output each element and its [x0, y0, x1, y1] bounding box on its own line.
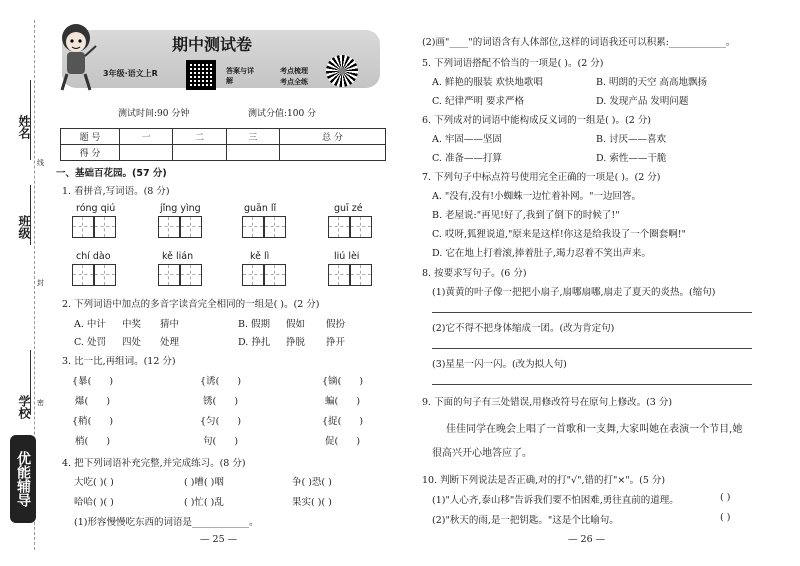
page-title: 期中测试卷 [172, 35, 253, 54]
option-c-word: 处理 [160, 337, 180, 348]
exam-score: 测试分值:100 分 [248, 109, 317, 119]
mascot-image [52, 20, 98, 94]
idiom-blank[interactable]: 哈哈( )( ) [74, 497, 114, 508]
section-title: 一、基础百花园。(57 分) [56, 168, 167, 179]
option-a[interactable]: A. 鲜艳的服装 欢快地歌唱 [432, 77, 543, 88]
option-d-word: 挣开 [326, 337, 346, 348]
pinyin-label: liú lèi [334, 251, 360, 262]
class-label: 班级 [17, 215, 31, 239]
compare-char: 捉 [328, 416, 338, 427]
score-header: 总 分 [279, 129, 385, 145]
compare-char: 镝 [328, 376, 338, 387]
question-2: 2. 下列词语中加点的多音字读音完全相同的一组是( )。(2 分) [62, 299, 320, 310]
qr-code-icon[interactable] [186, 60, 216, 90]
question-10: 10. 判断下列说法是否正确,对的打"√",错的打"×"。(5 分) [422, 475, 666, 486]
pinyin-label: róng qiú [76, 203, 116, 214]
seal-secret-mark: 密 [37, 399, 44, 407]
sub-question: (1)形容慢慢吃东西的词语是____________。 [74, 517, 259, 528]
score-header: 题 号 [61, 129, 120, 145]
compare-char: 梢 [75, 436, 85, 447]
class-underline [30, 185, 31, 245]
grade-label: 3年级·语文上R [103, 69, 158, 78]
page-number: — 25 — [200, 534, 238, 545]
writing-grid[interactable] [328, 216, 372, 241]
exam-time: 测试时间:90 分钟 [118, 109, 190, 119]
option-b[interactable]: B. 明朗的天空 高高地飘扬 [596, 77, 708, 88]
passage-line: 很高兴开心地答应了。 [432, 448, 532, 459]
option-b-word: 假扮 [326, 319, 346, 330]
score-table [60, 128, 386, 161]
pinyin-label: guān lǐ [244, 203, 277, 214]
pinyin-label: kě lián [162, 251, 194, 262]
name-label: 姓名 [17, 115, 31, 139]
score-cell[interactable] [173, 145, 226, 161]
option-b[interactable]: B. 老屋说:"再见!好了,我到了倒下的时候了!" [432, 210, 620, 221]
compare-char: 锈 [203, 396, 213, 407]
judge-answer[interactable]: ( ) [720, 512, 731, 523]
option-a-word: 中奖 [122, 319, 142, 330]
score-row-label: 得 分 [61, 145, 120, 161]
seal-mark: 封 [37, 279, 44, 287]
name-underline [30, 80, 31, 160]
option-b[interactable]: B. 假期 [238, 319, 271, 330]
score-header: 二 [173, 129, 226, 145]
question-1: 1. 看拼音,写词语。(8 分) [62, 186, 170, 197]
idiom-blank[interactable]: ( )嘈( )咽 [184, 477, 224, 488]
option-d-word: 挣脱 [286, 337, 306, 348]
compare-char: 蝙 [325, 396, 335, 407]
answer-line[interactable] [432, 348, 752, 349]
sub-question: (2)画"____"的词语含有人体部位,这样的词语我还可以积累:____________。 [422, 37, 736, 48]
option-a[interactable]: A. 牢固——坚固 [432, 134, 502, 145]
writing-grid[interactable] [328, 264, 372, 289]
writing-grid[interactable] [72, 264, 116, 289]
option-d[interactable]: D. 索性——干脆 [596, 153, 667, 164]
sentence-task: (3)星星一闪一闪。(改为拟人句) [432, 359, 567, 370]
writing-grid[interactable] [158, 216, 202, 241]
option-d[interactable]: D. 挣扎 [238, 337, 271, 348]
char-pair: {镝( ) 蝙( ) {捉( ) 促( ) [322, 376, 364, 447]
compare-char: 匀 [206, 416, 216, 427]
writing-grid[interactable] [72, 216, 116, 241]
school-label: 学校 [17, 395, 31, 419]
char-pair: {暴( ) 爆( ) {稍( ) 梢( ) [72, 376, 114, 447]
compare-char: 稍 [78, 416, 88, 427]
idiom-blank[interactable]: ( )忙( )乱 [184, 497, 224, 508]
answer-label: 答案与详解 [226, 67, 254, 85]
judge-statement: (2)"秋天的雨,是一把钥匙。"这是个比喻句。 [432, 515, 619, 526]
writing-grid[interactable] [242, 264, 286, 289]
sentence-task: (1)黄黄的叶子像一把把小扇子,扇哪扇哪,扇走了夏天的炎热。(缩句) [432, 287, 716, 298]
writing-grid[interactable] [158, 264, 202, 289]
char-pair: {诱( ) 锈( ) {匀( ) 句( ) [200, 376, 242, 447]
compare-char: 暴 [78, 376, 88, 387]
passage-line: 佳佳同学在晚会上唱了一首歌和一支舞,大家叫她在表演一个节目,她 [446, 424, 743, 435]
page-number: — 26 — [568, 534, 606, 545]
compare-char: 促 [325, 436, 335, 447]
judge-answer[interactable]: ( ) [720, 492, 731, 503]
question-4: 4. 把下列词语补充完整,并完成练习。(8 分) [62, 458, 246, 469]
pinyin-label: kě lì [250, 251, 270, 262]
score-cell[interactable] [120, 145, 173, 161]
option-c[interactable]: C. 准备——打算 [432, 153, 502, 164]
option-d[interactable]: D. 它在地上打着滚,捧着肚子,竭力忍着不笑出声来。 [432, 248, 651, 259]
question-8: 8. 按要求写句子。(6 分) [422, 268, 527, 279]
writing-grid[interactable] [242, 216, 286, 241]
score-cell[interactable] [279, 145, 385, 161]
idiom-blank[interactable]: 争( )恐( ) [292, 477, 332, 488]
question-9: 9. 下面的句子有三处错误,用修改符号在原句上修改。(3 分) [422, 397, 673, 408]
pinyin-label: chí dào [76, 251, 111, 262]
score-header: 三 [226, 129, 279, 145]
seal-line-mark: 线 [37, 159, 44, 167]
review-label-2: 考点全练 [280, 78, 308, 86]
idiom-blank[interactable]: 大吃( )( ) [74, 477, 114, 488]
score-cell[interactable] [226, 145, 279, 161]
qr-code-icon-2[interactable] [326, 55, 358, 87]
compare-char: 诱 [206, 376, 216, 387]
option-a[interactable]: A. 中计 [74, 319, 106, 330]
answer-line[interactable] [432, 312, 752, 313]
option-c[interactable]: C. 纪律严明 要求严格 [432, 96, 524, 107]
option-c[interactable]: C. 哎呀,狐狸说道,"原来是这样!你这是给我设了一个圈套啊!" [432, 229, 686, 240]
option-d[interactable]: D. 发现产品 发明问题 [596, 96, 689, 107]
option-a[interactable]: A. "没有,没有!小蜘蛛一边忙着补网。"一边回答。 [432, 191, 641, 202]
question-6: 6. 下列成对的词语中能构成反义词的一组是( )。(2 分) [422, 115, 651, 126]
option-b-word: 假如 [286, 319, 306, 330]
pinyin-label: guī zé [334, 203, 363, 214]
question-5: 5. 下列词语搭配不恰当的一项是( )。(2 分) [422, 58, 604, 69]
question-3: 3. 比一比,再组词。(12 分) [62, 356, 176, 367]
score-header: 一 [120, 129, 173, 145]
compare-char: 爆 [75, 396, 85, 407]
judge-statement: (1)"人心齐,泰山移"告诉我们要不怕困难,勇往直前的道理。 [432, 495, 679, 506]
option-a-word: 猜中 [160, 319, 180, 330]
answer-line[interactable] [432, 384, 752, 385]
brand-logo: 优能辅导 [10, 435, 36, 523]
pinyin-label: jǐng yìng [160, 203, 201, 214]
sentence-task: (2)它不得不把身体缩成一团。(改为肯定句) [432, 323, 615, 334]
option-b[interactable]: B. 讨厌——喜欢 [596, 134, 667, 145]
option-c-word: 四处 [122, 337, 142, 348]
school-underline [30, 350, 31, 415]
compare-char: 句 [203, 436, 213, 447]
idiom-blank[interactable]: 果实( )( ) [292, 497, 332, 508]
review-label: 考点梳理 [280, 67, 308, 75]
option-c[interactable]: C. 处罚 [74, 337, 106, 348]
question-7: 7. 下列句子中标点符号使用完全正确的一项是( )。(2 分) [422, 172, 661, 183]
